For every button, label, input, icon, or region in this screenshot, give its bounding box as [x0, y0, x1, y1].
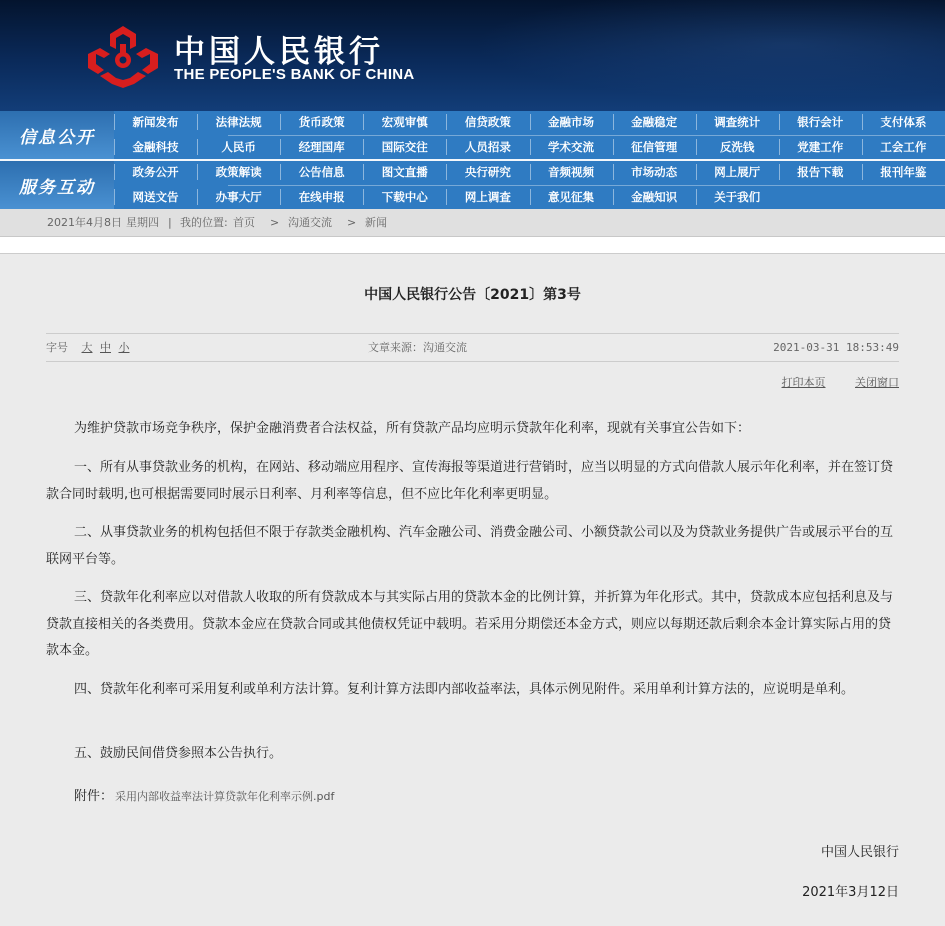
article-datetime: 2021-03-31 18:53:49: [773, 341, 899, 354]
content-top-strip: [0, 237, 945, 254]
nav-item[interactable]: 金融知识: [613, 186, 696, 208]
signer: 中国人民银行: [820, 845, 899, 860]
nav-item[interactable]: 支付体系: [862, 111, 945, 133]
font-medium-button[interactable]: 中: [100, 341, 111, 354]
font-size-control: [46, 334, 130, 361]
nav-section-title[interactable]: 服务互动: [0, 161, 114, 209]
nav-item[interactable]: 金融市场: [530, 111, 613, 133]
sign-date: 2021年3月12日: [802, 885, 899, 900]
nav-item[interactable]: 宏观审慎: [363, 111, 446, 133]
nav-item[interactable]: 学术交流: [530, 136, 613, 158]
nav-grid-info: [114, 111, 945, 159]
nav-item[interactable]: 法律法规: [197, 111, 280, 133]
nav-item[interactable]: 网上调查: [446, 186, 529, 208]
nav-item[interactable]: 网送文告: [114, 186, 197, 208]
article-source: 文章来源：沟通交流: [368, 341, 467, 354]
article-paragraph: 一、所有从事贷款业务的机构，在网站、移动端应用程序、宣传海报等渠道进行营销时，应当以明显的方式向借款人展示年化利率，并在签订贷款合同时载明,也可根据需要同时展示日利率、月利率等信息，但不应比年化利率更明显。: [46, 460, 894, 502]
nav-item[interactable]: 办事大厅: [197, 186, 280, 208]
nav-item[interactable]: 政务公开: [114, 161, 197, 183]
chevron-right-icon: >: [270, 216, 280, 229]
font-large-button[interactable]: 大: [81, 341, 93, 354]
nav-item[interactable]: 新闻发布: [114, 111, 197, 133]
current-weekday: 星期四: [126, 216, 159, 229]
current-date: 2021年4月8日: [47, 216, 122, 229]
breadcrumb-home[interactable]: 首页: [233, 216, 255, 229]
nav-item[interactable]: 金融科技: [114, 136, 197, 158]
nav-item[interactable]: 银行会计: [779, 111, 862, 133]
nav-item[interactable]: 在线申报: [280, 186, 363, 208]
nav-item[interactable]: 调查统计: [696, 111, 779, 133]
nav-item[interactable]: 网上展厅: [696, 161, 779, 183]
chevron-right-icon: >: [347, 216, 357, 229]
breadcrumb: [0, 209, 945, 236]
nav-item[interactable]: 图文直播: [363, 161, 446, 183]
nav-item[interactable]: 工会工作: [862, 136, 945, 158]
print-page-link[interactable]: 打印本页: [781, 376, 826, 389]
nav-item[interactable]: 反洗钱: [696, 136, 779, 158]
nav-item[interactable]: 征信管理: [613, 136, 696, 158]
nav-item[interactable]: 货币政策: [280, 111, 363, 133]
nav-item[interactable]: 音频视频: [530, 161, 613, 183]
article-paragraph: 三、贷款年化利率应以对借款人收取的所有贷款成本与其实际占用的贷款本金的比例计算，并折算为年化形式。其中，贷款成本应包括利息及与贷款直接相关的各类费用。贷款本金应在贷款合同或其他债权凭证中载明。若采用分期偿还本金方式，则应以每期还款后剩余本金计算实际占用的贷款本金。: [46, 590, 894, 658]
font-size-label: 字号: [46, 341, 68, 354]
location-label: 我的位置:: [180, 216, 228, 229]
close-window-link[interactable]: 关闭窗口: [855, 376, 899, 389]
site-header: [0, 0, 945, 111]
font-small-button[interactable]: 小: [118, 341, 130, 354]
nav-item[interactable]: 人民币: [197, 136, 280, 158]
article-meta-bar: [46, 333, 899, 362]
bank-name-chinese: 中国人民银行: [174, 34, 384, 70]
nav-info-public: [0, 111, 945, 159]
article-paragraph: 四、贷款年化利率可采用复利或单利方法计算。复利计算方法即内部收益率法，具体示例见附件。采用单利计算方法的，应说明是单利。: [74, 682, 855, 697]
nav-item[interactable]: 政策解读: [197, 161, 280, 183]
article-paragraph: 二、从事贷款业务的机构包括但不限于存款类金融机构、汽车金融公司、消费金融公司、小额贷款公司以及为贷款业务提供广告或展示平台的互联网平台等。: [46, 525, 894, 567]
pboc-logo-icon[interactable]: [86, 24, 160, 90]
attachment: [74, 785, 334, 804]
nav-service-interaction: [0, 161, 945, 209]
nav-grid-service: [114, 161, 945, 209]
breadcrumb-level2[interactable]: 新闻: [365, 216, 387, 229]
nav-item[interactable]: 关于我们: [696, 186, 779, 208]
nav-item[interactable]: 报告下载: [779, 161, 862, 183]
nav-item[interactable]: 信贷政策: [446, 111, 529, 133]
nav-item[interactable]: 金融稳定: [613, 111, 696, 133]
nav-item[interactable]: 人员招录: [446, 136, 529, 158]
breadcrumb-level1[interactable]: 沟通交流: [288, 216, 332, 229]
attachment-file-link[interactable]: 采用内部收益率法计算贷款年化利率示例.pdf: [115, 790, 335, 803]
nav-item[interactable]: 经理国库: [280, 136, 363, 158]
breadcrumb-divider: |: [168, 216, 172, 229]
bank-name-english: THE PEOPLE'S BANK OF CHINA: [174, 66, 415, 83]
article-paragraph: 五、鼓励民间借贷参照本公告执行。: [74, 746, 283, 761]
nav-item[interactable]: 党建工作: [779, 136, 862, 158]
nav-item[interactable]: 央行研究: [446, 161, 529, 183]
nav-item[interactable]: 报刊年鉴: [862, 161, 945, 183]
nav-item[interactable]: 国际交往: [363, 136, 446, 158]
nav-item[interactable]: 公告信息: [280, 161, 363, 183]
article-actions: [756, 374, 900, 390]
nav-item[interactable]: 意见征集: [530, 186, 613, 208]
nav-section-title[interactable]: 信息公开: [0, 111, 114, 159]
attachment-label: 附件：: [74, 789, 114, 804]
article-title: 中国人民银行公告〔2021〕第3号: [364, 287, 581, 303]
nav-item[interactable]: 市场动态: [613, 161, 696, 183]
nav-item[interactable]: 下载中心: [363, 186, 446, 208]
article-paragraph: 为维护贷款市场竞争秩序，保护金融消费者合法权益，所有贷款产品均应明示贷款年化利率，现就有关事宜公告如下：: [74, 421, 751, 436]
